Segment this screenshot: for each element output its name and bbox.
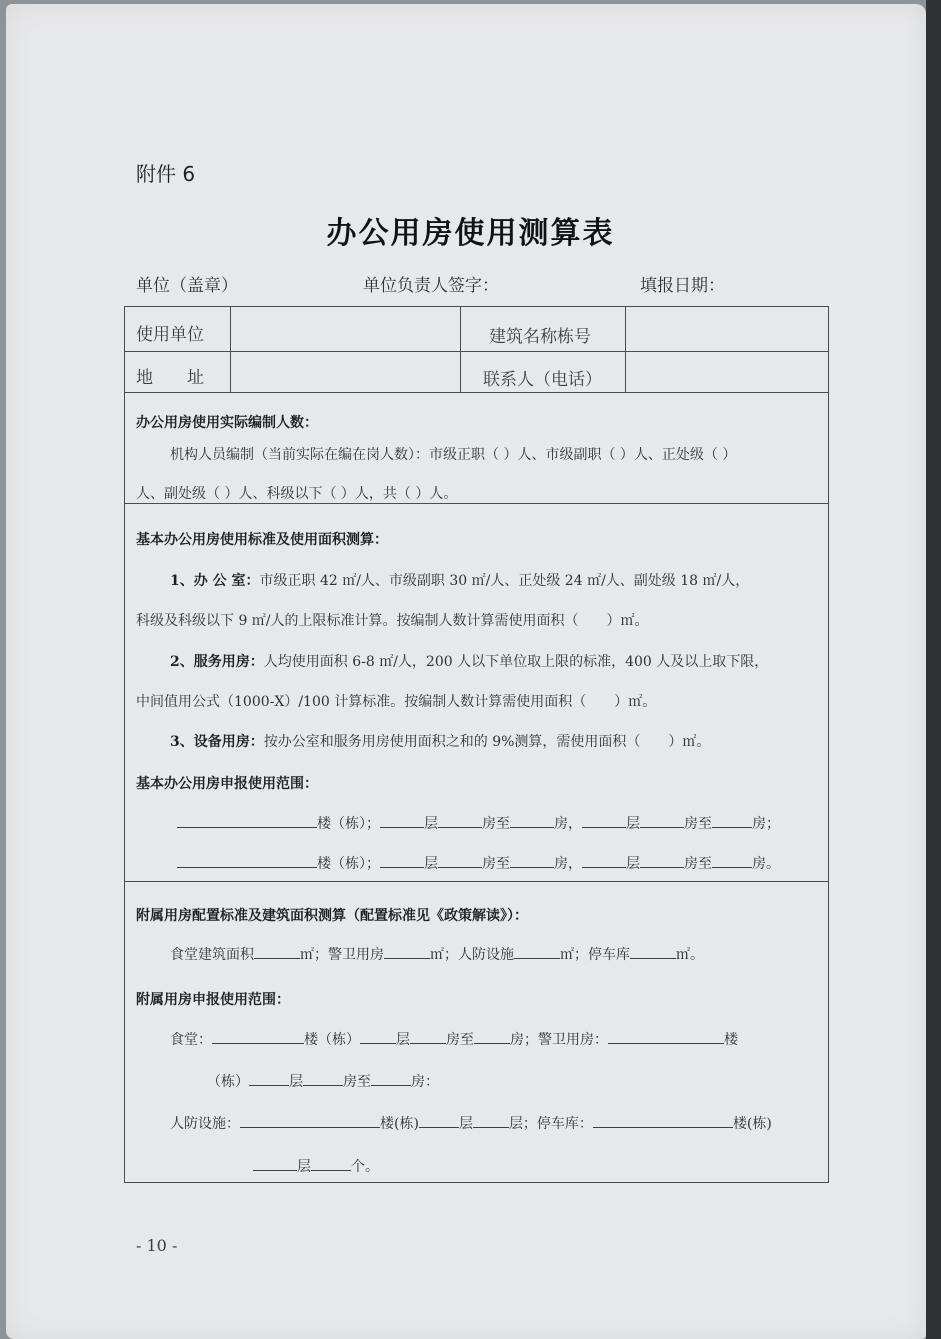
basic-heading: 基本办公用房使用标准及使用面积测算： (136, 532, 388, 548)
annex-heading: 附属用房配置标准及建筑面积测算（配置标准见《政策解读》）： (136, 908, 528, 924)
floor-blank[interactable] (360, 1031, 396, 1044)
canteen-building-blank[interactable] (212, 1031, 304, 1044)
col-divider (230, 307, 231, 392)
building-blank[interactable] (177, 855, 317, 868)
floor-blank[interactable] (249, 1073, 289, 1086)
basic-scope-heading: 基本办公用房申报使用范围： (136, 776, 318, 792)
count-blank[interactable] (311, 1158, 351, 1171)
building-field[interactable] (628, 309, 826, 349)
office-label: 1、办 公 室： (170, 573, 260, 589)
civil-defense-building-blank[interactable] (240, 1115, 380, 1128)
guard-building-blank[interactable] (608, 1031, 724, 1044)
floor-blank[interactable] (473, 1115, 509, 1128)
basic-scope-line-2: 楼（栋）； 层 房至 房， 层 房至 房。 (177, 853, 780, 873)
address-label: 地 址 (136, 368, 204, 388)
room-blank[interactable] (712, 815, 752, 828)
guard-area-blank[interactable] (384, 946, 430, 959)
floor-blank[interactable] (582, 855, 626, 868)
basic-item-1-line-2: 科级及科级以下 9 ㎡/人的上限标准计算。按编制人数计算需使用面积（ ）㎡。 (136, 613, 649, 629)
floor-blank[interactable] (438, 815, 482, 828)
section-divider (125, 503, 828, 504)
unit-seal-label: 单位（盖章） (136, 276, 238, 296)
basic-item-1 (170, 570, 749, 590)
row-divider (125, 392, 828, 393)
basic-item-3 (170, 731, 710, 751)
basic-scope-line-1: 楼（栋）； 层 房至 房， 层 房至 房； (177, 813, 780, 833)
contact-label: 联系人（电话） (483, 370, 602, 390)
floor-blank[interactable] (640, 855, 684, 868)
annex-parking-line: 层 个。 (253, 1156, 379, 1176)
floor-blank[interactable] (380, 855, 424, 868)
annex-canteen-line: 食堂： 楼（栋） 层 房至 房；警卫用房： 楼 (170, 1032, 738, 1048)
section-divider (125, 881, 828, 882)
floor-blank[interactable] (380, 815, 424, 828)
service-standard: 人均使用面积 6-8 ㎡/人，200 人以下单位取上限的标准，400 人及以上取下限， (263, 654, 769, 670)
floor-blank[interactable] (438, 855, 482, 868)
address-field[interactable] (233, 354, 458, 390)
contact-field[interactable] (628, 354, 826, 390)
annex-guard-line: （栋） 层 房至 房： (207, 1074, 439, 1090)
fill-date-label: 填报日期： (640, 276, 725, 296)
building-label: 建筑名称栋号 (489, 327, 591, 347)
page-number: - 10 - (136, 1236, 178, 1255)
room-blank[interactable] (510, 855, 554, 868)
building-blank[interactable] (177, 815, 317, 828)
staffing-heading: 办公用房使用实际编制人数： (136, 415, 318, 431)
floor-blank[interactable] (253, 1158, 297, 1171)
equipment-label: 3、设备用房： (170, 734, 264, 750)
annex-civil-parking-line: 人防设施： 楼(栋) 层 层；停车库： 楼(栋) (170, 1116, 772, 1132)
equipment-standard: 按办公室和服务用房使用面积之和的 9%测算，需使用面积（ ）㎡。 (263, 734, 711, 750)
use-unit-label: 使用单位 (136, 325, 204, 345)
page-edge-shadow (926, 0, 941, 1339)
room-blank[interactable] (510, 815, 554, 828)
floor-blank[interactable] (419, 1115, 459, 1128)
floor-blank[interactable] (303, 1073, 343, 1086)
basic-item-2 (170, 651, 768, 671)
room-blank[interactable] (712, 855, 752, 868)
staffing-line-1: 机构人员编制（当前实际在编在岗人数）：市级正职（ ）人、市级副职（ ）人、正处级（ ） (170, 447, 737, 463)
basic-item-2-line-2: 中间值用公式（1000-X）/100 计算标准。按编制人数计算需使用面积（ ）㎡。 (136, 694, 657, 710)
room-blank[interactable] (371, 1073, 411, 1086)
use-unit-field[interactable] (233, 309, 458, 349)
leader-sign-label: 单位负责人签字： (363, 276, 499, 296)
canteen-area-blank[interactable] (254, 946, 300, 959)
attachment-label: 附件 6 (136, 162, 196, 186)
floor-blank[interactable] (582, 815, 626, 828)
floor-blank[interactable] (640, 815, 684, 828)
annex-area-line: 食堂建筑面积 ㎡；警卫用房 ㎡；人防设施 ㎡；停车库 ㎡。 (170, 947, 704, 963)
office-standard: 市级正职 42 ㎡/人、市级副职 30 ㎡/人、正处级 24 ㎡/人、副处级 18 ㎡/人， (259, 573, 750, 589)
civil-defense-area-blank[interactable] (514, 946, 560, 959)
parking-building-blank[interactable] (593, 1115, 733, 1128)
calculation-form (124, 306, 829, 1183)
staffing-line-2: 人、副处级（ ）人、科级以下（ ）人，共（ ）人。 (136, 486, 458, 502)
page-title: 办公用房使用测算表 (326, 216, 615, 251)
service-label: 2、服务用房： (170, 654, 264, 670)
col-divider (460, 307, 461, 392)
annex-scope-heading: 附属用房申报使用范围： (136, 992, 290, 1008)
floor-blank[interactable] (410, 1031, 446, 1044)
parking-area-blank[interactable] (630, 946, 676, 959)
col-divider (625, 307, 626, 392)
room-blank[interactable] (474, 1031, 510, 1044)
